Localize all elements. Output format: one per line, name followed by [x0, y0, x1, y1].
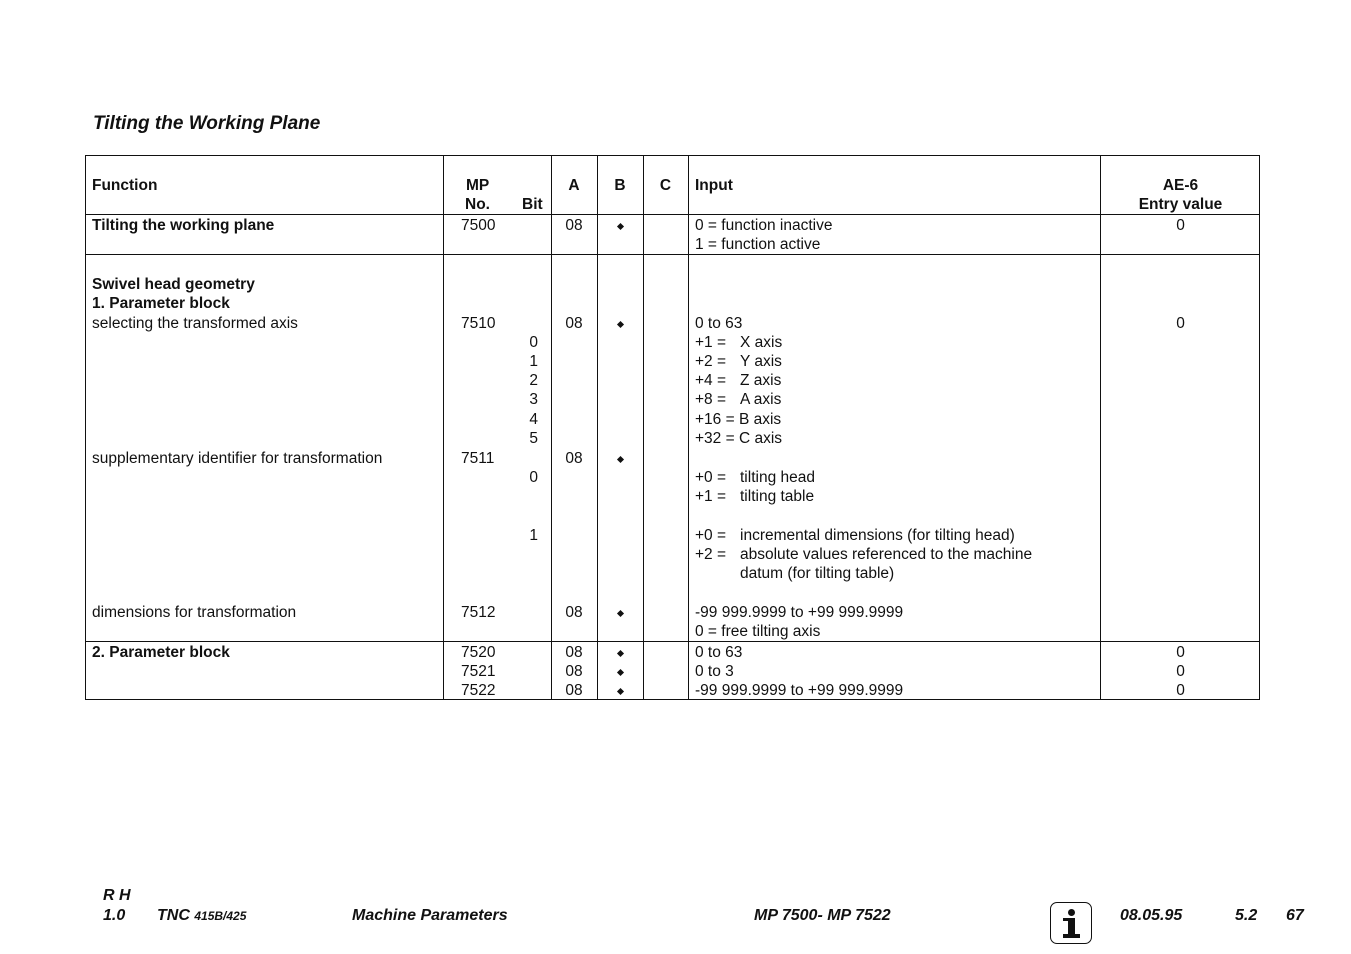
header-bit: Bit [522, 196, 543, 213]
function-label: supplementary identifier for transformation [92, 450, 383, 467]
footer-product [157, 907, 246, 925]
footer-chapter: 5.2 [1235, 907, 1258, 924]
info-icon [1050, 902, 1092, 944]
input-text: tilting head [740, 469, 815, 486]
input-text: Z axis [740, 372, 782, 389]
header-no: No. [465, 196, 490, 213]
footer-page-number: 67 [1286, 907, 1304, 924]
input-code: +4 = [695, 372, 727, 389]
col-divider [1100, 156, 1101, 699]
mp-number: 7511 [461, 450, 495, 467]
footer-tnc: TNC [157, 907, 190, 924]
header-b: B [614, 177, 626, 194]
input-code: +1 = [695, 334, 727, 351]
diamond-icon [617, 610, 624, 617]
col-divider [443, 156, 444, 699]
a-value: 08 [565, 315, 583, 332]
footer-section: Machine Parameters [352, 907, 508, 924]
bit-number: 5 [529, 430, 538, 447]
entry-value: 0 [1176, 663, 1185, 680]
header-input: Input [695, 177, 733, 194]
header-entry-value: Entry value [1138, 196, 1223, 213]
footer-tnc-model: 415B/425 [194, 909, 247, 923]
input-text: X axis [740, 334, 783, 351]
mp-number: 7521 [461, 663, 496, 680]
input-code: +0 = [695, 527, 727, 544]
input-code: +8 = [695, 391, 727, 408]
input-text: tilting table [740, 488, 815, 505]
entry-value: 0 [1176, 315, 1185, 332]
input-text: 0 = free tilting axis [695, 623, 821, 640]
bit-number: 0 [529, 469, 538, 486]
col-divider [597, 156, 598, 699]
diamond-icon [617, 669, 624, 676]
a-value: 08 [565, 604, 583, 621]
section-heading: Swivel head geometry [92, 276, 255, 293]
input-text: datum (for tilting table) [740, 565, 895, 582]
input-text: A axis [740, 391, 782, 408]
header-function: Function [92, 177, 158, 194]
footer-mp-range: MP 7500- MP 7522 [754, 907, 891, 924]
entry-value: 0 [1176, 644, 1185, 661]
a-value: 08 [565, 217, 583, 234]
diamond-icon [617, 456, 624, 463]
input-text: Y axis [740, 353, 782, 370]
mp-number: 7500 [461, 217, 496, 234]
row-divider [86, 641, 1259, 642]
mp-number: 7520 [461, 644, 496, 661]
a-value: 08 [565, 450, 583, 467]
col-divider [688, 156, 689, 699]
input-code: +2 = [695, 546, 727, 563]
bit-number: 1 [529, 353, 538, 370]
a-value: 08 [565, 663, 583, 680]
footer-date: 08.05.95 [1120, 907, 1183, 924]
bit-number: 4 [529, 411, 538, 428]
section-heading: 2. Parameter block [92, 644, 230, 661]
input-text: 0 = function inactive [695, 217, 833, 234]
header-ae6: AE-6 [1162, 177, 1199, 194]
section-subheading: 1. Parameter block [92, 295, 230, 312]
input-text: 0 to 63 [695, 315, 743, 332]
input-text: absolute values referenced to the machine [740, 546, 1033, 563]
header-a: A [568, 177, 580, 194]
diamond-icon [617, 223, 624, 230]
bit-number: 1 [529, 527, 538, 544]
input-text: -99 999.9999 to +99 999.9999 [695, 682, 904, 699]
bit-number: 0 [529, 334, 538, 351]
header-c: C [659, 177, 672, 194]
mp-number: 7510 [461, 315, 496, 332]
header-mp: MP [466, 177, 490, 194]
parameter-table [85, 155, 1260, 700]
input-text: +32 = C axis [695, 430, 783, 447]
mp-number: 7522 [461, 682, 496, 699]
input-code: +0 = [695, 469, 727, 486]
footer-version: 1.0 [103, 907, 126, 924]
function-label: dimensions for transformation [92, 604, 297, 621]
input-text: -99 999.9999 to +99 999.9999 [695, 604, 904, 621]
bit-number: 2 [529, 372, 538, 389]
input-code: +1 = [695, 488, 727, 505]
a-value: 08 [565, 682, 583, 699]
input-text: 1 = function active [695, 236, 821, 253]
diamond-icon [617, 650, 624, 657]
function-label: Tilting the working plane [92, 217, 275, 234]
input-text: +16 = B axis [695, 411, 782, 428]
bit-number: 3 [529, 391, 538, 408]
diamond-icon [617, 688, 624, 695]
a-value: 08 [565, 644, 583, 661]
header-divider [86, 214, 1259, 215]
col-divider [643, 156, 644, 699]
input-text: 0 to 63 [695, 644, 743, 661]
diamond-icon [617, 321, 624, 328]
mp-number: 7512 [461, 604, 496, 621]
footer-rh: R H [103, 887, 131, 904]
input-text: incremental dimensions (for tilting head) [740, 527, 1015, 544]
function-label: selecting the transformed axis [92, 315, 298, 332]
entry-value: 0 [1176, 217, 1185, 234]
row-divider [86, 254, 1259, 255]
input-text: 0 to 3 [695, 663, 734, 680]
page-title: Tilting the Working Plane [93, 113, 321, 134]
input-code: +2 = [695, 353, 727, 370]
entry-value: 0 [1176, 682, 1185, 699]
